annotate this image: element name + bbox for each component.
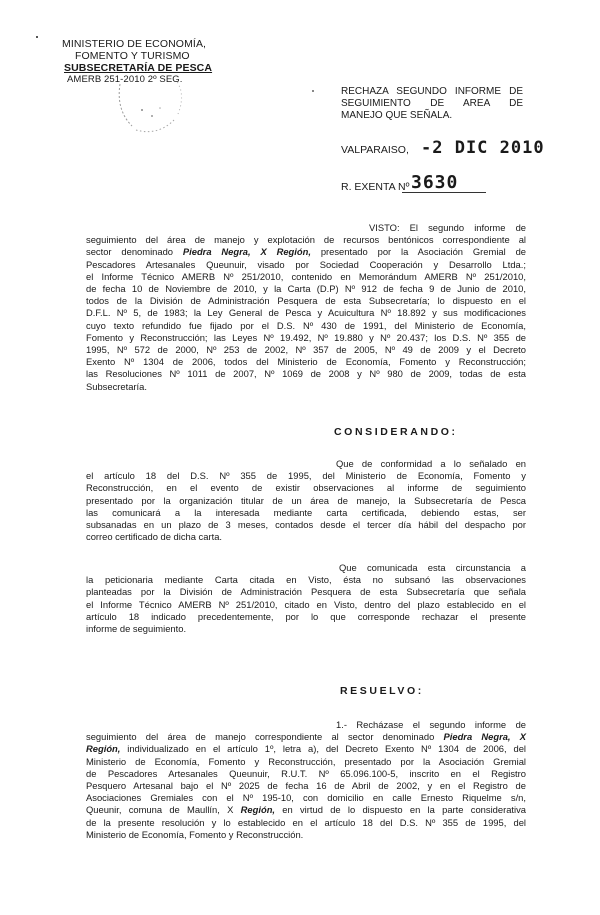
exenta-number-stamp: 3630 (411, 172, 459, 193)
paragraph-line: de Pescadores Artesanales Queunuir, R.U.T. Nº 65.096.100-5, inscrito en el Registro (86, 767, 526, 779)
scan-speck (36, 36, 38, 38)
resuelvo-heading: RESUELVO: (340, 685, 424, 697)
paragraph-line: las comunicará a la interesada mediante carta certificada, debiendo estas, ser (86, 506, 526, 518)
visto-paragraph (86, 222, 526, 393)
paragraph-line: artículo 18 indicado precedentemente, por lo que corresponde rechazar el presente (86, 610, 526, 622)
paragraph-line: Queunir, comuna de Maullín, X Región, en virtud de lo dispuesto en la parte considerativa (86, 804, 527, 816)
date-stamp: -2 DIC 2010 (421, 138, 545, 158)
paragraph-line: Asociaciones Gremiales con el Nº 195-10, con domicilio en calle Ernesto Riquelme s/n, (86, 792, 526, 804)
subject-line: RECHAZA SEGUNDO INFORME DE (341, 86, 523, 97)
paragraph-line: Pescadores Artesanales Queunuir, visado por Sociedad Cooperación y Desarrollo Ltda.; (86, 258, 526, 270)
paragraph-line: seguimiento del área de manejo correspondiente al sector denominado Piedra Negra, X (86, 731, 526, 743)
considerando-heading: CONSIDERANDO: (334, 426, 458, 438)
considerando-paragraph-2 (86, 562, 526, 635)
paragraph-line: la peticionaria mediante Carta citada en Visto, ésta no subsanó las observaciones (86, 574, 526, 586)
paragraph-line: subsanadas en un plazo de 3 meses, contados desde el tercer día hábil del despacho por (86, 519, 526, 531)
paragraph-line: seguimiento del área de manejo y explotación de recursos bentónicos correspondiente al (86, 234, 526, 246)
paragraph-line: planteadas por la División de Administración Pesquera de esta Subsecretaría que señala (86, 586, 526, 598)
paragraph-line: VISTO: El segundo informe de (369, 222, 526, 233)
paragraph-line: D.F.L. Nº 5, de 1983; la Ley General de Pesca y Acuicultura Nº 18.892 y sus modificaciones (86, 307, 526, 319)
header-line-ministry: MINISTERIO DE ECONOMÍA, (62, 38, 207, 50)
paragraph-line: Que de conformidad a lo señalado en (336, 458, 526, 469)
paragraph-line: Subsecretaría. (86, 380, 147, 392)
resolution-subject (341, 86, 523, 122)
paragraph-line: Pesquero Artesanal bajo el Nº 2025 de fecha 16 de Abril de 2002, y en el Registro de (86, 780, 526, 792)
subject-line: MANEJO QUE SEÑALA. (341, 110, 453, 121)
office-seal-stamp (112, 70, 190, 136)
paragraph-line: Que comunicada esta circunstancia a (339, 562, 526, 573)
paragraph-line: el artículo 18 del D.S. Nº 355 de 1995, del Ministerio de Economía, Fomento y (86, 470, 526, 482)
subject-line: SEGUIMIENTO DE AREA DE (341, 98, 523, 109)
exenta-underline (402, 192, 486, 193)
considerando-paragraph-1 (86, 458, 526, 543)
paragraph-line: sector denominado Piedra Negra, X Región, presentado por la Asociación Gremial de (86, 246, 526, 258)
paragraph-line: Región, individualizado en el artículo 1º, letra a), del Decreto Exento Nº 1304 de 2006, del (86, 743, 526, 755)
paragraph-line: el Informe Técnico AMERB Nº 251/2010, contenido en Memorándum AMERB Nº 251/2010, (86, 270, 526, 282)
paragraph-line: las Resoluciones Nº 1011 de 2007, Nº 1069 de 2008 y Nº 980 de 2009, todas de esta (86, 368, 526, 380)
paragraph-line: cuyo texto refundido fue fijado por el D.S. Nº 430 de 1991, del Ministerio de Economía, (86, 319, 526, 331)
paragraph-line: de la presente resolución y lo establecido en el artículo 18 del D.S. Nº 355 de 1995, del (86, 816, 526, 828)
paragraph-line: todos de la División de Administración Pesquera de esta Subsecretaría; lo dispuesto en el (86, 295, 526, 307)
paragraph-line: de fecha 10 de Noviembre de 2010, y la Carta (D.P) Nº 912 de fecha 9 de Junio de 2010, (86, 283, 526, 295)
scan-speck (312, 90, 314, 92)
paragraph-line: Fomento y Reconstrucción; las Leyes Nº 19.492, Nº 19.880 y Nº 20.437; los D.S. Nº 355 de (86, 331, 526, 343)
header-line-fomento: FOMENTO Y TURISMO (75, 50, 190, 62)
exenta-label: R. EXENTA Nº (341, 181, 410, 193)
paragraph-line: Ministerio de Economía, Fomento y Reconstrucción. (86, 828, 304, 840)
header-line-reference: AMERB 251-2010 2º SEG. (67, 74, 183, 85)
paragraph-line: informe de seguimiento. (86, 623, 187, 635)
place-label: VALPARAISO, (341, 144, 409, 156)
resuelvo-paragraph-1 (86, 719, 526, 841)
paragraph-line: 1.- Recházase el segundo informe de (336, 719, 526, 730)
paragraph-line: 1995, Nº 572 de 2000, Nº 253 de 2002, Nº 357 de 2005, Nº 49 de 2009 y el Decreto (86, 344, 526, 356)
paragraph-line: correo certificado de dicha carta. (86, 531, 223, 543)
paragraph-line: el Informe Técnico AMERB Nº 251/2010, citado en Visto, dentro del plazo establecido en el (86, 598, 526, 610)
paragraph-line: presentado por la organización titular de un área de manejo, la Subsecretaría de Pesca (86, 494, 526, 506)
paragraph-line: Reconstrucción, en el evento de existir observaciones al informe de seguimiento (86, 482, 526, 494)
header-line-subsecretaria: SUBSECRETARÍA DE PESCA (64, 62, 213, 74)
paragraph-line: Exento Nº 1304 de 2006, todos del Ministerio de Economía, Fomento y Reconstrucción; (86, 356, 526, 368)
paragraph-line: Ministerio de Economía, Fomento y Reconstrucción, presentado por la Asociación Gremial (86, 755, 526, 767)
